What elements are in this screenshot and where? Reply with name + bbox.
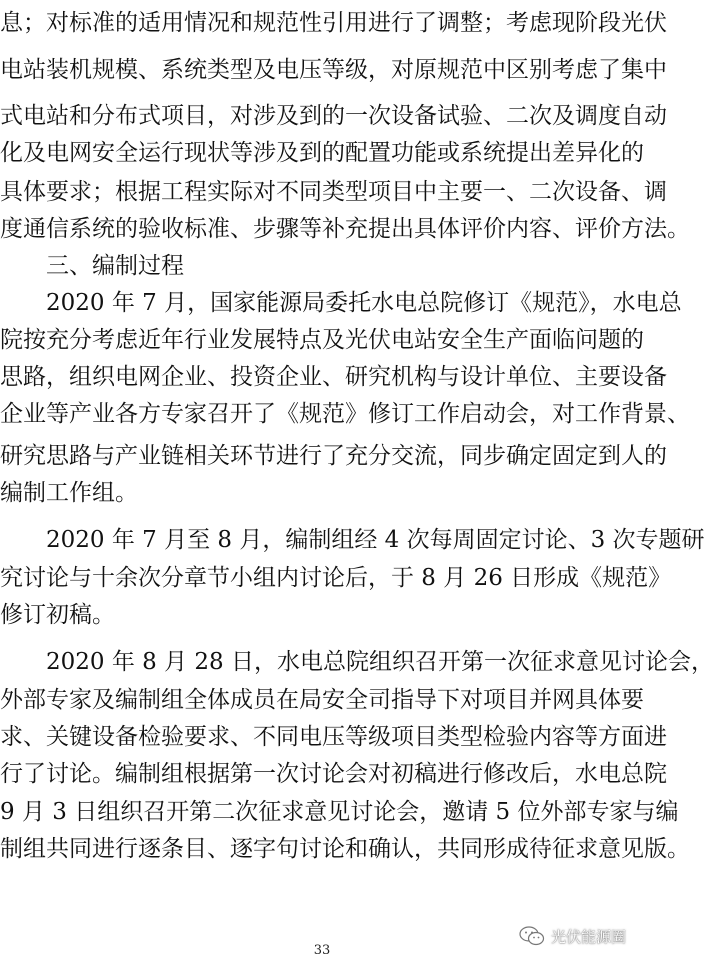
text-line: 电站装机规模、系统类型及电压等级，对原规范中区别考虑了集中 [0, 57, 667, 83]
watermark-text: 光伏能源圈 [550, 927, 626, 946]
text-line: 化及电网安全运行现状等涉及到的配置功能或系统提出差异化的 [0, 140, 644, 166]
text-line: 息；对标准的适用情况和规范性引用进行了调整；考虑现阶段光伏 [0, 10, 667, 36]
paragraph-line: 院按充分考虑近年行业发展特点及光伏电站安全生产面临问题的 [0, 327, 644, 353]
paragraph-line: 企业等产业各方专家召开了《规范》修订工作启动会，对工作背景、 [0, 401, 690, 427]
paragraph-line: 2020 年 7 月至 8 月，编制组经 4 次每周固定讨论、3 次专题研 [46, 527, 705, 553]
paragraph-line: 研究思路与产业链相关环节进行了充分交流，同步确定固定到人的 [0, 443, 667, 469]
page-number: 33 [313, 943, 331, 958]
paragraph-line: 2020 年 7 月，国家能源局委托水电总院修订《规范》，水电总 [46, 290, 682, 316]
text-line: 度通信系统的验收标准、步骤等补充提出具体评价内容、评价方法。 [0, 216, 690, 242]
text-line: 具体要求；根据工程实际对不同类型项目中主要一、二次设备、调 [0, 179, 667, 205]
paragraph-line: 外部专家及编制组全体成员在局安全司指导下对项目并网具体要 [0, 687, 644, 713]
paragraph-line: 求、关键设备检验要求、不同电压等级项目类型检验内容等方面进 [0, 724, 667, 750]
paragraph-line: 9 月 3 日组织召开第二次征求意见讨论会，邀请 5 位外部专家与编 [0, 799, 679, 825]
paragraph-line: 思路，组织电网企业、投资企业、研究机构与设计单位、主要设备 [0, 364, 667, 390]
paragraph-line: 行了讨论。编制组根据第一次讨论会对初稿进行修改后，水电总院 [0, 761, 667, 787]
text-line: 式电站和分布式项目，对涉及到的一次设备试验、二次及调度自动 [0, 103, 667, 129]
paragraph-line: 编制工作组。 [0, 480, 138, 506]
paragraph-line: 究讨论与十余次分章节小组内讨论后，于 8 月 26 日形成《规范》 [0, 565, 672, 591]
paragraph-line: 2020 年 8 月 28 日，水电总院组织召开第一次征求意见讨论会， [46, 649, 714, 675]
paragraph-line: 修订初稿。 [0, 602, 115, 628]
section-heading: 三、编制过程 [46, 253, 184, 279]
paragraph-line: 制组共同进行逐条目、逐字句讨论和确认，共同形成待征求意见版。 [0, 836, 690, 862]
